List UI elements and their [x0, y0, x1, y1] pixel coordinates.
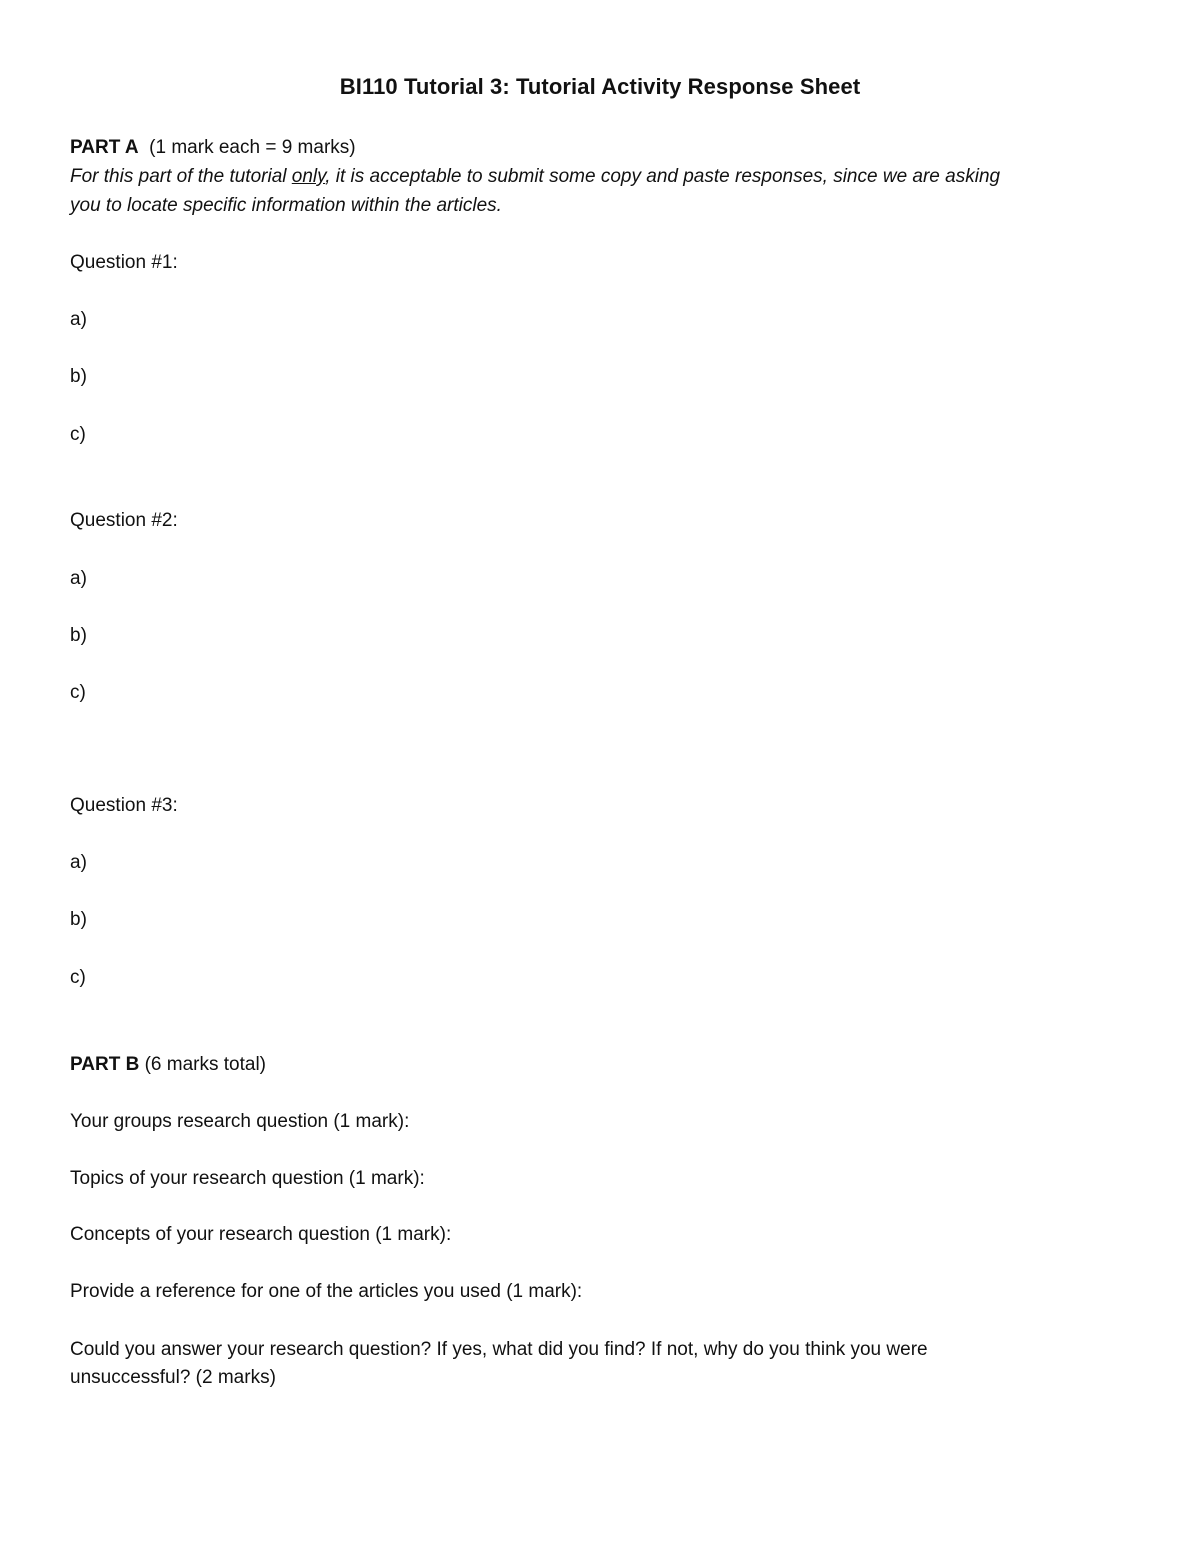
research-question-item: Your groups research question (1 mark):: [70, 1111, 410, 1132]
part-b-marks: (6 marks total): [144, 1054, 267, 1075]
question-3-part-a: a): [70, 852, 87, 873]
part-b-header: [70, 1051, 266, 1079]
question-1-part-c: c): [70, 424, 86, 445]
part-a-instruction: [70, 163, 1000, 191]
question-1-label: Question #1:: [70, 252, 178, 273]
question-2-label: Question #2:: [70, 510, 178, 531]
question-2-part-b: b): [70, 625, 87, 646]
question-3-part-b: b): [70, 909, 87, 930]
part-a-marks: (1 mark each = 9 marks): [149, 137, 356, 158]
question-1-part-b: b): [70, 366, 87, 387]
part-a-instruction-line2: you to locate specific information within the articles.: [70, 195, 502, 216]
final-question-line1: Could you answer your research question? If yes, what did you find? If not, why do you think you were: [70, 1339, 928, 1360]
final-question-line2: unsuccessful? (2 marks): [70, 1367, 276, 1388]
reference-item: Provide a reference for one of the articles you used (1 mark):: [70, 1281, 583, 1302]
instruction-emphasis: only: [291, 166, 326, 187]
part-b-heading: PART B: [70, 1054, 140, 1075]
question-3-label: Question #3:: [70, 795, 178, 816]
instruction-pre: For this part of the tutorial: [70, 166, 292, 187]
question-1-part-a: a): [70, 309, 87, 330]
topics-item: Topics of your research question (1 mark):: [70, 1168, 425, 1189]
question-3-part-c: c): [70, 967, 86, 988]
instruction-post: , it is acceptable to submit some copy and paste responses, since we are asking: [325, 166, 1001, 187]
part-a-heading: PART A: [70, 137, 139, 158]
part-a-header: [70, 134, 356, 162]
question-2-part-a: a): [70, 568, 87, 589]
question-2-part-c: c): [70, 682, 86, 703]
concepts-item: Concepts of your research question (1 mark):: [70, 1224, 452, 1245]
document-title: BI110 Tutorial 3: Tutorial Activity Response Sheet: [339, 74, 861, 99]
